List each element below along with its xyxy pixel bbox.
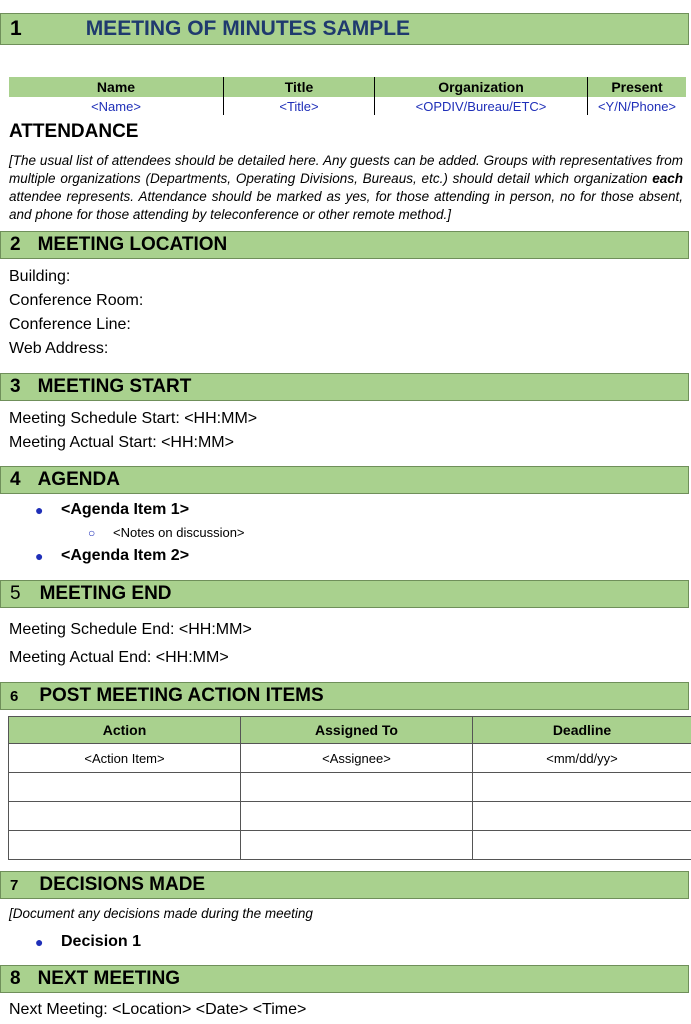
action-cell[interactable] [9,831,241,860]
section-number: 5 [10,583,21,604]
section-number: 1 [10,17,22,40]
deadline-cell[interactable]: <mm/dd/yy> [473,744,691,773]
section-title: MEETING END [39,583,172,604]
conference-room-label: Conference Room: [9,292,144,309]
section-number: 2 [10,234,21,255]
agenda-item-1-note: <Notes on discussion> [113,525,245,540]
header-action: Action [9,717,241,744]
section-title: MEETING LOCATION [37,234,228,255]
section-decisions-bar [0,871,689,899]
start-fields [9,407,257,455]
header-assigned-to: Assigned To [241,717,473,744]
bullet-icon: ● [35,934,44,950]
table-row [9,802,691,831]
section-title: NEXT MEETING [37,968,181,989]
table-row [9,744,691,773]
action-header-row [9,717,691,744]
actual-start: Meeting Actual Start: <HH:MM> [9,434,234,451]
building-label: Building: [9,268,71,285]
section-number: 4 [10,469,21,490]
section-agenda-bar [0,466,689,494]
bullet-icon: ● [35,548,44,564]
cell-title[interactable]: <Title> [224,97,375,115]
section-number: 6 [10,687,19,705]
decision-item-1: Decision 1 [61,933,142,950]
conference-line-label: Conference Line: [9,316,131,333]
agenda-item-1: <Agenda Item 1> [61,501,190,518]
attendance-note-bold: each [652,171,683,186]
action-cell[interactable] [9,802,241,831]
section-next-meeting-bar [0,965,689,993]
deadline-cell[interactable] [473,831,691,860]
decisions-note: [Document any decisions made during the meeting [9,906,313,921]
section-number: 7 [10,876,19,894]
attendance-heading: ATTENDANCE [9,121,139,142]
attendance-note [9,152,683,224]
document-title: MEETING OF MINUTES SAMPLE [85,17,411,40]
schedule-start: Meeting Schedule Start: <HH:MM> [9,410,258,427]
section-number: 3 [10,376,21,397]
section-title: DECISIONS MADE [39,874,206,895]
section-actions-bar [0,682,689,710]
header-deadline: Deadline [473,717,691,744]
cell-present[interactable]: <Y/N/Phone> [597,98,677,114]
section-end-bar [0,580,689,608]
bullet-icon: ● [35,502,44,518]
attendance-note-part1: [The usual list of attendees should be detailed here. Any guests can be added. Groups with representatives from multiple organizations (Departments, Operating Divisions, Bureaus, etc.) should detail which organization [9,153,683,186]
section-location-bar [0,231,689,259]
action-cell[interactable]: <Action Item> [9,744,241,773]
deadline-cell[interactable] [473,802,691,831]
header-organization: Organization [375,77,588,97]
assignee-cell[interactable] [241,802,473,831]
deadline-cell[interactable] [473,773,691,802]
cell-organization[interactable]: <OPDIV/Bureau/ETC> [375,97,588,115]
attendance-note-part2: attendee represents. Attendance should be marked as yes, for those attending in person, no for those absent, and phone for those attending by teleconference or other remote method.] [9,189,683,222]
agenda-item-2: <Agenda Item 2> [61,547,190,564]
section-title: AGENDA [37,469,120,490]
table-row [9,831,691,860]
assignee-cell[interactable]: <Assignee> [241,744,473,773]
section-start-bar [0,373,689,401]
document-title-bar [0,13,689,45]
action-items-table [8,716,691,860]
actual-end: Meeting Actual End: <HH:MM> [9,649,229,666]
section-number: 8 [10,968,21,989]
attendance-header-row [9,77,686,97]
header-name: Name [9,77,224,97]
table-row [9,773,691,802]
web-address-label: Web Address: [9,340,109,357]
cell-name[interactable]: <Name> [9,97,224,115]
attendance-table [9,77,686,115]
location-fields [9,265,143,361]
assignee-cell[interactable] [241,831,473,860]
header-present: Present [588,77,687,97]
action-cell[interactable] [9,773,241,802]
section-title: MEETING START [37,376,192,397]
schedule-end: Meeting Schedule End: <HH:MM> [9,621,252,638]
sub-bullet-icon: ○ [88,526,96,540]
attendance-row [9,97,686,115]
assignee-cell[interactable] [241,773,473,802]
section-title: POST MEETING ACTION ITEMS [39,685,324,706]
header-title: Title [224,77,375,97]
next-meeting-line: Next Meeting: <Location> <Date> <Time> [9,1001,307,1018]
